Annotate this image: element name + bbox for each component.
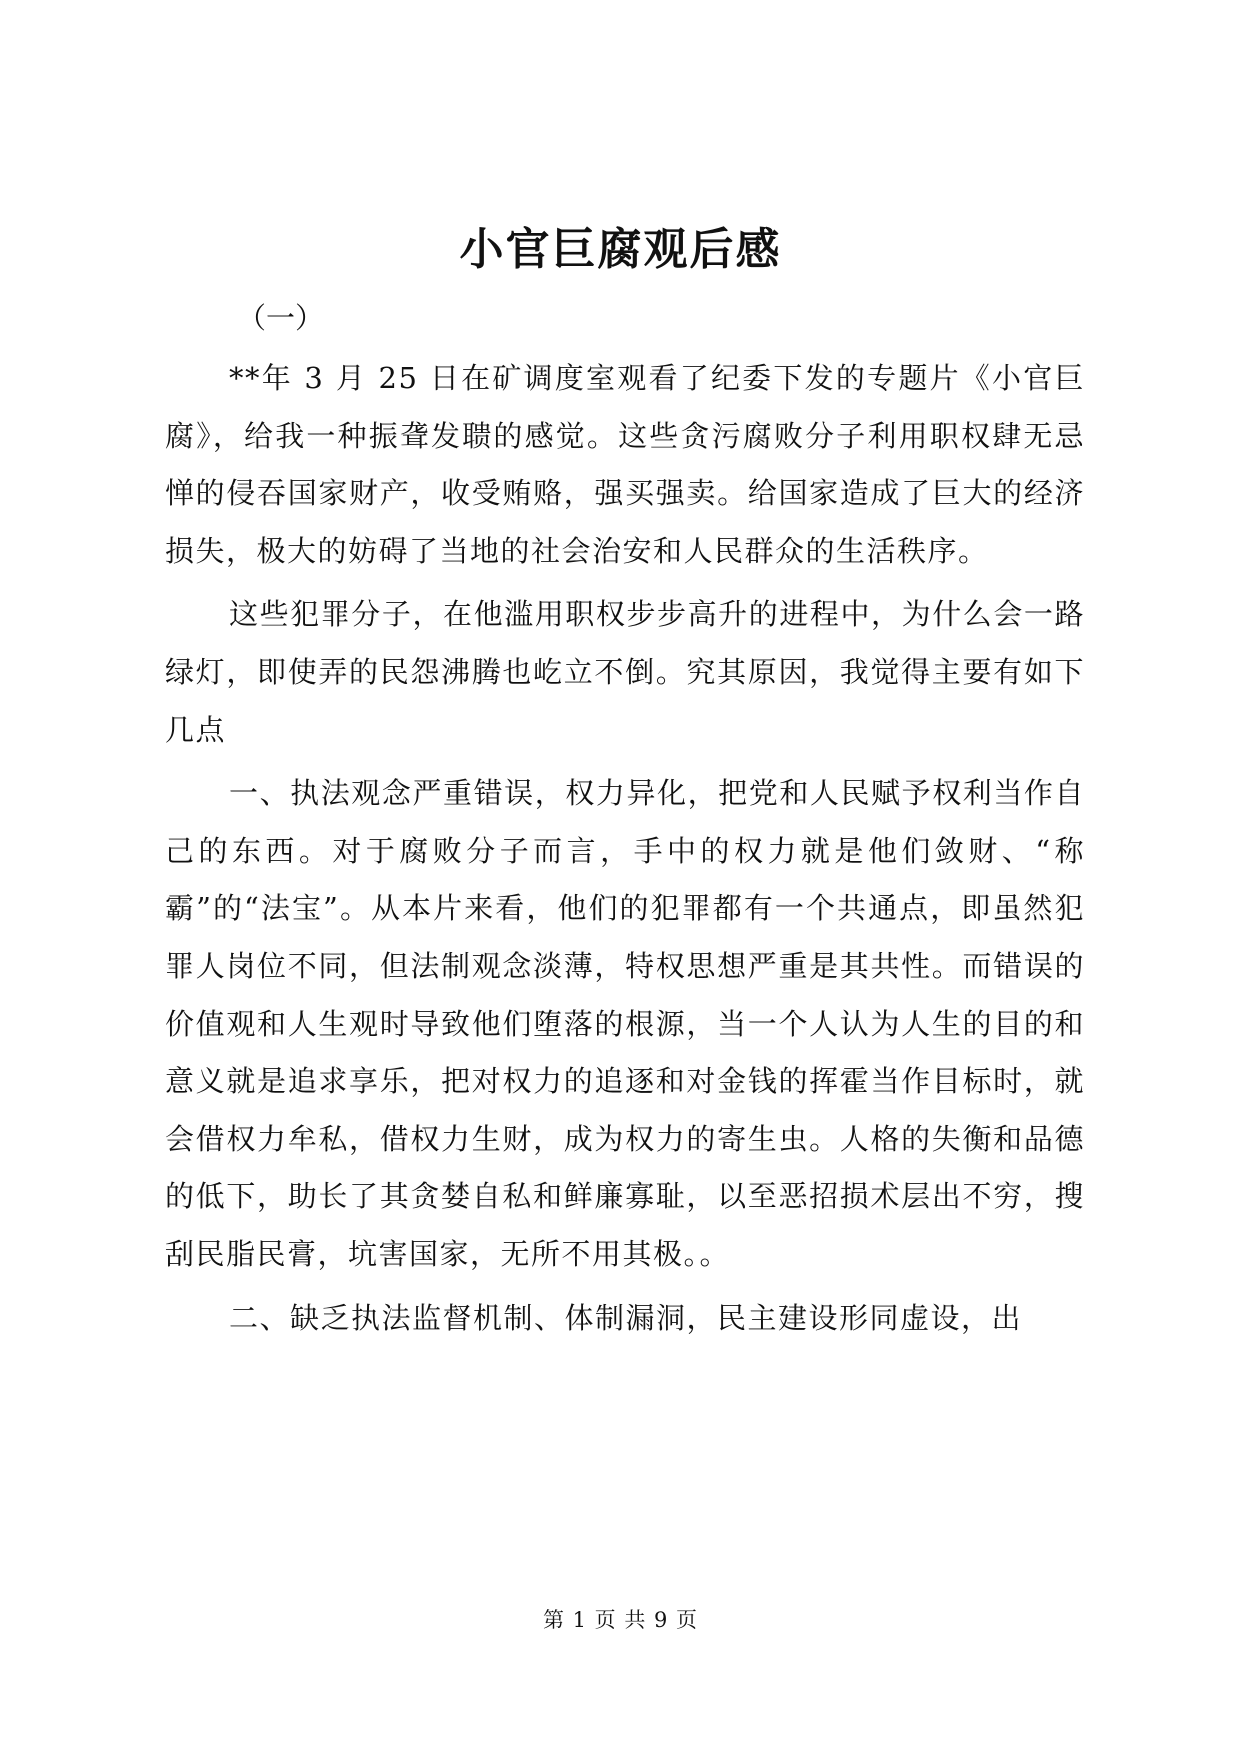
document-title: 小官巨腐观后感	[459, 224, 782, 275]
page-footer: 第 1 页 共 9 页	[542, 1608, 699, 1632]
section-label: （一）	[237, 301, 325, 335]
paragraph: 一、执法观念严重错误，权力异化，把党和人民赋予权利当作自己的东西。对于腐败分子而言，手中的权力就是他们敛财、“称霸”的“法宝”。从本片来看，他们的犯罪都有一个共通点，即虽然犯罪人岗位不同，但法制观念淡薄，特权思想严重是其共性。而错误的价值观和人生观时导致他们堕落的根源，当一个人认为人生的目的和意义就是追求享乐，把对权力的追逐和对金钱的挥霍当作目标时，就会借权力牟私，借权力生财，成为权力的寄生虫。人格的失衡和品德的低下，助长了其贪婪自私和鲜廉寡耻，以至恶招损术层出不穷，搜刮民脂民膏，坑害国家，无所不用其极。。	[165, 776, 1085, 1271]
document-body	[165, 290, 1085, 1353]
paragraph: **年 3 月 25 日在矿调度室观看了纪委下发的专题片《小官巨腐》，给我一种振聋发聩的感觉。这些贪污腐败分子利用职权肆无忌惮的侵吞国家财产，收受贿赂，强买强卖。给国家造成了巨大的经济损失，极大的妨碍了当地的社会治安和人民群众的生活秩序。	[165, 361, 1085, 568]
paragraph: 这些犯罪分子，在他滥用职权步步高升的进程中，为什么会一路绿灯，即使弄的民怨沸腾也屹立不倒。究其原因，我觉得主要有如下几点	[165, 597, 1085, 747]
paragraph: 二、缺乏执法监督机制、体制漏洞，民主建设形同虚设，出	[229, 1300, 1023, 1335]
